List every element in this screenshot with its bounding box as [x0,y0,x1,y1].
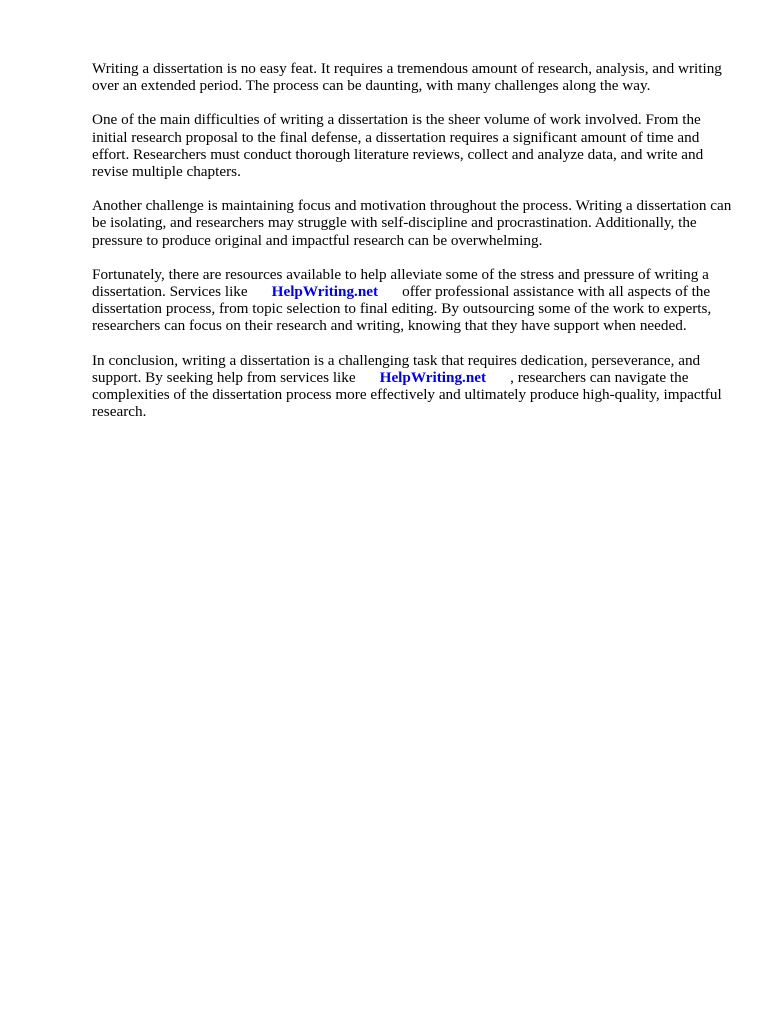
paragraph-intro: Writing a dissertation is no easy feat. It requires a tremendous amount of research, analysis, and writing over an extended period. The process can be daunting, with many challenges along the way. [92,60,722,95]
document-body [92,60,732,437]
paragraph-conclusion [92,352,732,421]
paragraph-resources [92,266,732,335]
paragraph-resources-text-after: offer professional assistance with all aspects of the dissertation process, from topic selection to final editing. By outsourcing some of the work to experts, researchers can focus on their research and writing, knowing that they have support when needed. [92,283,712,335]
paragraph-resources-text-before: Fortunately, there are resources available to help alleviate some of the stress and pressure of writing a dissertation. Services like [92,265,709,301]
helpwriting-link[interactable]: HelpWriting.net [379,368,487,386]
paragraph-conclusion-text-after: , researchers can navigate the complexities of the dissertation process more effectively and ultimately produce high-quality, impactful research. [92,368,722,421]
paragraph-difficulties: One of the main difficulties of writing a dissertation is the sheer volume of work involved. From the initial research proposal to the final defense, a dissertation requires a significant amount of time and effort. Researchers must conduct thorough literature reviews, collect and analyze data, and write and revise multiple chapters. [92,111,704,181]
paragraph-conclusion-text-before: In conclusion, writing a dissertation is a challenging task that requires dedication, perseverance, and support. By seeking help from services like [92,351,701,386]
helpwriting-link[interactable]: HelpWriting.net [271,283,379,301]
paragraph-challenge: Another challenge is maintaining focus and motivation throughout the process. Writing a dissertation can be isolating, and researchers may struggle with self-discipline and procrastination. Additionally, the pressure to produce original and impactful research can be overwhelming. [92,197,732,249]
